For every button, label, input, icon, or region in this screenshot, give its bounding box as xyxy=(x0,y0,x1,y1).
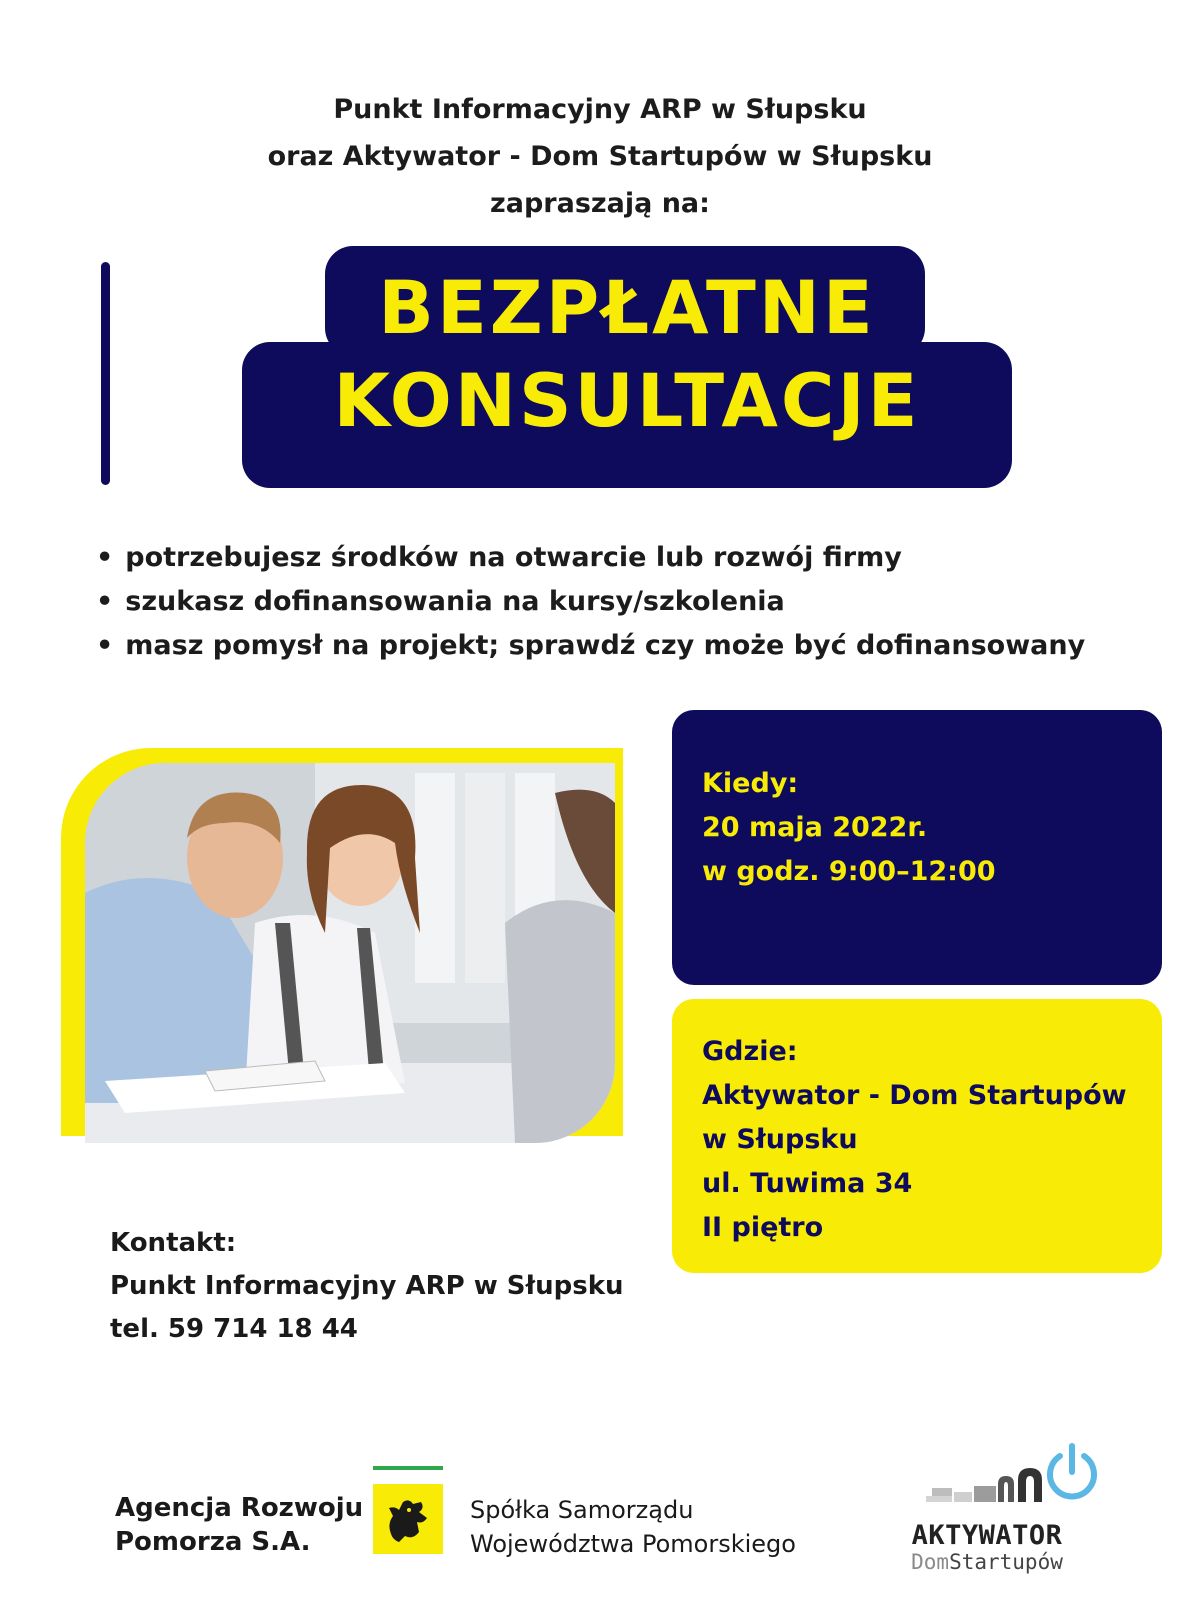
intro-line-3: zapraszają na: xyxy=(490,188,710,219)
venue-street: ul. Tuwima 34 xyxy=(702,1168,913,1199)
green-divider xyxy=(373,1466,443,1470)
power-icon xyxy=(1050,1446,1094,1496)
agency-line-2: Pomorza S.A. xyxy=(115,1527,311,1557)
aktywator-logo-graphic xyxy=(920,1440,1100,1520)
aktywator-sub-b: Startupów xyxy=(949,1550,1063,1574)
venue-floor: II piętro xyxy=(702,1212,824,1243)
griffin-crest-icon xyxy=(373,1484,443,1554)
people-illustration xyxy=(85,763,615,1143)
contact-info xyxy=(110,1222,624,1351)
where-info xyxy=(702,1030,1127,1250)
when-heading: Kiedy: xyxy=(702,768,799,799)
page-title xyxy=(242,262,1012,448)
consultation-photo xyxy=(85,763,615,1143)
list-item: • szukasz dofinansowania na kursy/szkolenia xyxy=(96,580,1176,624)
accent-bar xyxy=(101,262,110,485)
benefit-list xyxy=(96,536,1176,668)
where-heading: Gdzie: xyxy=(702,1036,798,1067)
list-item: • potrzebujesz środków na otwarcie lub rozwój firmy xyxy=(96,536,1176,580)
event-hours: w godz. 9:00–12:00 xyxy=(702,856,996,887)
title-line-2: KONSULTACJE xyxy=(333,359,921,444)
venue-name: Aktywator - Dom Startupów xyxy=(702,1080,1127,1111)
spolka-line-1: Spółka Samorządu xyxy=(470,1496,694,1524)
agency-line-1: Agencja Rozwoju xyxy=(115,1493,364,1523)
intro-text xyxy=(0,86,1200,227)
list-item: • masz pomysł na projekt; sprawdź czy może być dofinansowany xyxy=(96,624,1176,668)
spolka-text xyxy=(470,1493,796,1561)
event-date: 20 maja 2022r. xyxy=(702,812,928,843)
agency-logo-text xyxy=(115,1491,363,1559)
aktywator-name: AKTYWATOR xyxy=(911,1520,1063,1551)
contact-heading: Kontakt: xyxy=(110,1228,237,1258)
contact-phone: tel. 59 714 18 44 xyxy=(110,1314,358,1344)
title-line-1: BEZPŁATNE xyxy=(378,266,876,351)
venue-city: w Słupsku xyxy=(702,1124,858,1155)
aktywator-subtitle xyxy=(872,1550,1102,1574)
when-info xyxy=(702,762,996,894)
spolka-line-2: Województwa Pomorskiego xyxy=(470,1530,796,1558)
intro-line-1: Punkt Informacyjny ARP w Słupsku xyxy=(333,94,867,125)
aktywator-sub-a: Dom xyxy=(911,1550,950,1574)
intro-line-2: oraz Aktywator - Dom Startupów w Słupsku xyxy=(267,141,933,172)
contact-org: Punkt Informacyjny ARP w Słupsku xyxy=(110,1271,624,1301)
